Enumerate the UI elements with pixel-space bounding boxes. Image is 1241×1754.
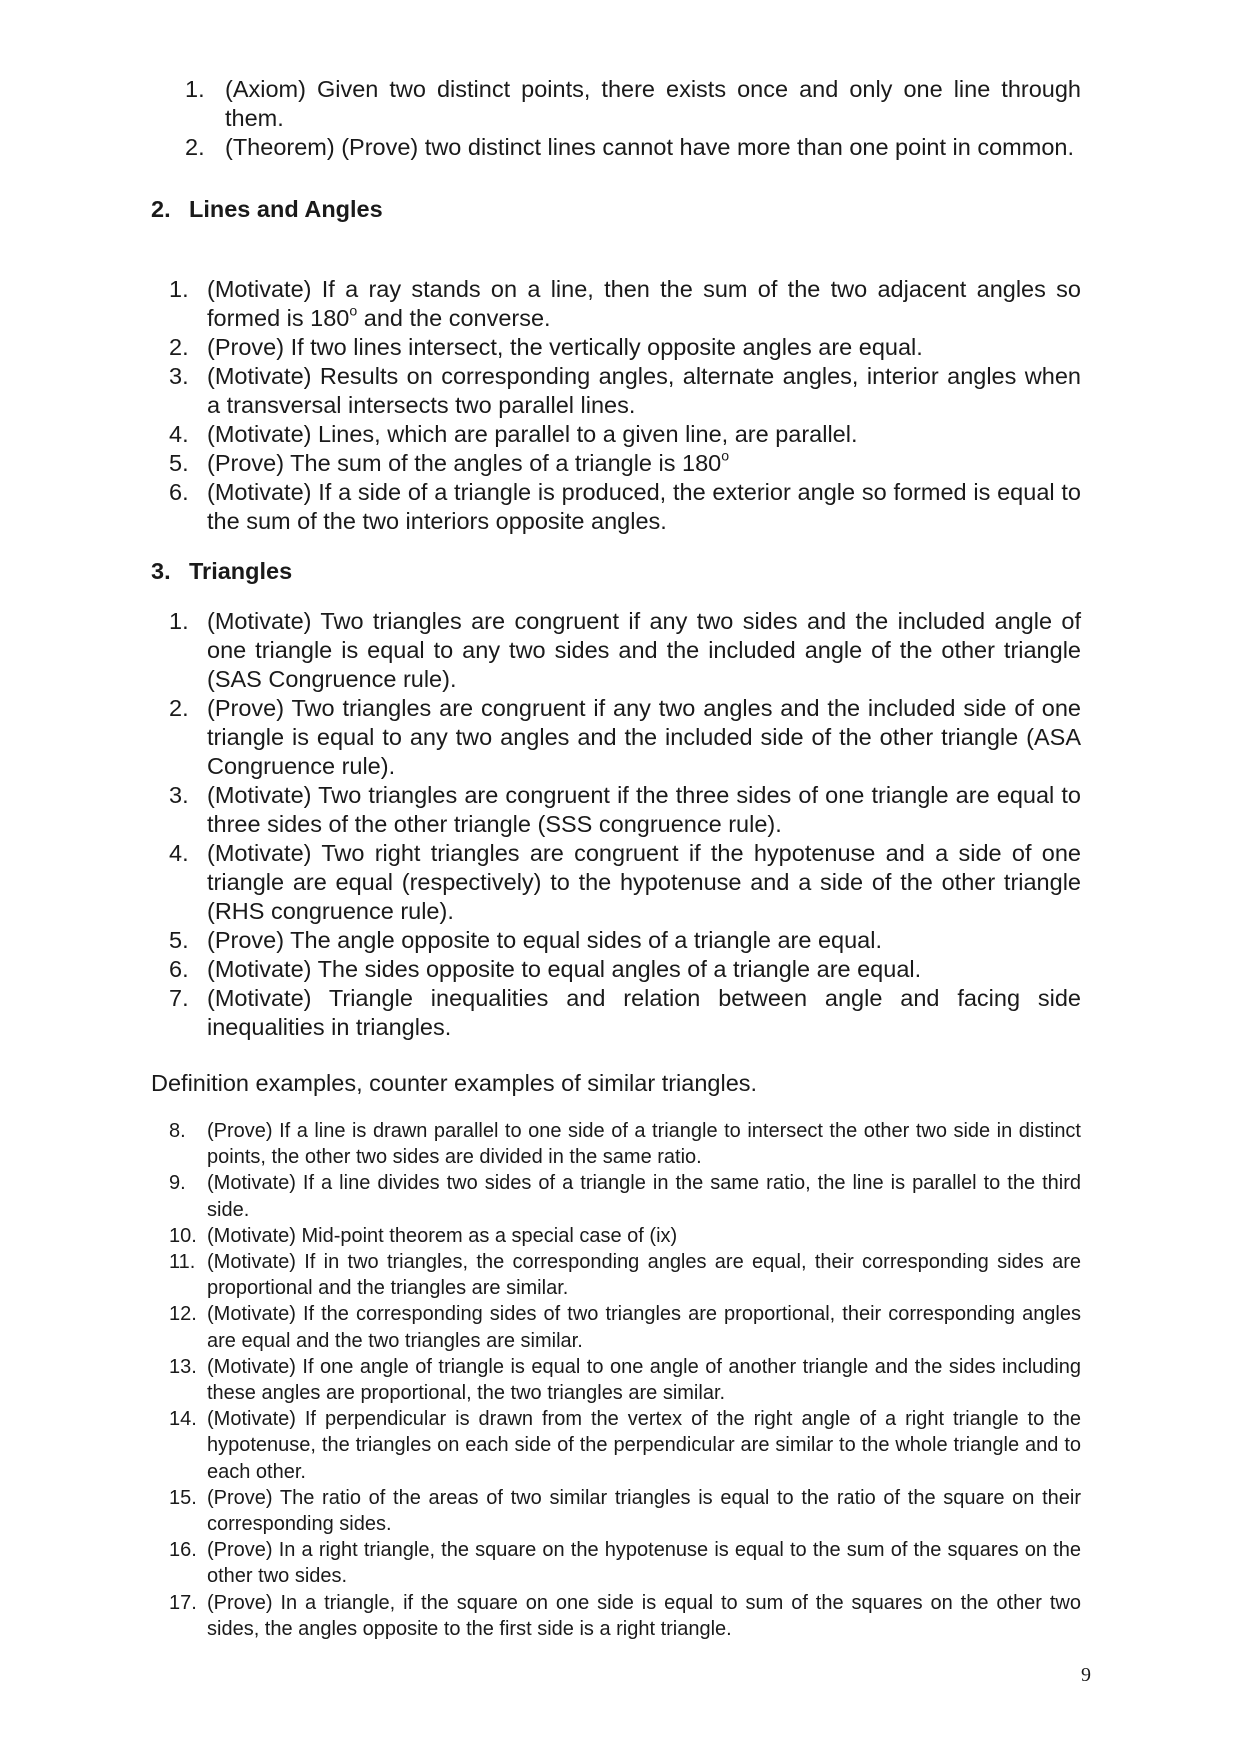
list-item — [0, 839, 1081, 926]
item-text: (Motivate) Two right triangles are congruent if the hypotenuse and a side of one triangle are equal (respectively) to the hypotenuse and a side of the other triangle (RHS congruence rule). — [207, 840, 1081, 924]
item-number: 6. — [169, 479, 189, 505]
item-text: (Motivate) If a ray stands on a line, then the sum of the two adjacent angles so formed is 180 — [207, 276, 1081, 331]
list-item — [0, 926, 1081, 955]
item-number: 9. — [169, 1172, 186, 1195]
item-number: 7. — [169, 985, 189, 1011]
list-item — [0, 133, 1081, 162]
item-text-after: and the converse. — [357, 305, 551, 331]
list-item — [0, 75, 1081, 133]
section-heading-triangles — [151, 557, 292, 586]
item-number: 10. — [169, 1224, 197, 1247]
list-item — [0, 694, 1081, 781]
item-text: (Motivate) If one angle of triangle is equal to one angle of another triangle and the sides including these angles are proportional, the two triangles are similar. — [207, 1355, 1081, 1405]
section-number: 3. — [151, 558, 171, 584]
item-text: (Motivate) Lines, which are parallel to a given line, are parallel. — [207, 421, 858, 447]
section-title: Triangles — [189, 558, 293, 584]
list-item — [0, 449, 1081, 478]
section-title: Lines and Angles — [189, 196, 383, 222]
item-text: (Motivate) If a line divides two sides of a triangle in the same ratio, the line is parallel to the third side. — [207, 1172, 1081, 1221]
item-text: (Prove) The ratio of the areas of two similar triangles is equal to the ratio of the square on their corresponding sides. — [207, 1486, 1081, 1536]
item-number: 3. — [169, 363, 189, 389]
list-item — [0, 1485, 1081, 1537]
item-text: (Motivate) If a side of a triangle is produced, the exterior angle so formed is equal to the sum of the two interiors opposite angles. — [207, 479, 1081, 534]
list-item — [0, 984, 1081, 1042]
section-number: 2. — [151, 196, 171, 222]
item-text: (Prove) If two lines intersect, the vertically opposite angles are equal. — [207, 334, 923, 360]
item-number: 8. — [169, 1120, 186, 1142]
item-text: (Motivate) If in two triangles, the corresponding angles are equal, their corresponding sides are proportional and the triangles are similar. — [207, 1251, 1081, 1300]
item-text: (Theorem) (Prove) two distinct lines cannot have more than one point in common. — [225, 134, 1075, 160]
list-item — [0, 1301, 1081, 1353]
item-number: 12. — [169, 1303, 197, 1326]
item-text: (Motivate) Two triangles are congruent if any two sides and the included angle of one triangle is equal to any two sides and the included angle of the other triangle (SAS Congruence rule). — [207, 608, 1081, 692]
item-number: 13. — [169, 1355, 197, 1378]
item-number: 2. — [185, 134, 205, 160]
list-item — [0, 1223, 1081, 1249]
item-number: 4. — [169, 840, 189, 866]
degree-superscript: o — [349, 302, 358, 319]
item-number: 11. — [169, 1251, 196, 1274]
lines-and-angles-list — [0, 275, 1241, 536]
list-item — [0, 1118, 1081, 1170]
item-text: (Motivate) If perpendicular is drawn from the vertex of the right angle of a right triangle to the hypotenuse, the triangles on each side of the perpendicular are similar to the whole triangle and to each other. — [207, 1408, 1081, 1483]
list-item — [0, 362, 1081, 420]
item-text: (Prove) In a triangle, if the square on one side is equal to sum of the squares on the other two sides, the angles opposite to the first side is a right triangle. — [207, 1591, 1081, 1640]
triangles-list — [0, 607, 1241, 1042]
item-text: (Prove) In a right triangle, the square on the hypotenuse is equal to the sum of the squares on the other two sides. — [207, 1539, 1081, 1588]
item-text: (Motivate) The sides opposite to equal angles of a triangle are equal. — [207, 956, 922, 982]
item-text: (Prove) If a line is drawn parallel to one side of a triangle to intersect the other two side in distinct points, the other two sides are divided in the same ratio. — [207, 1120, 1081, 1169]
item-number: 2. — [169, 334, 189, 360]
item-number: 14. — [169, 1408, 197, 1431]
list-item — [0, 1406, 1081, 1485]
item-text: (Motivate) If the corresponding sides of two triangles are proportional, their corresponding angles are equal and the two triangles are similar. — [207, 1303, 1081, 1352]
list-item — [0, 1590, 1081, 1642]
item-number: 1. — [169, 608, 189, 634]
list-item — [0, 1537, 1081, 1589]
list-item — [0, 478, 1081, 536]
similar-triangles-intro: Definition examples, counter examples of similar triangles. — [151, 1070, 758, 1096]
item-text: (Motivate) Two triangles are congruent if the three sides of one triangle are equal to three sides of the other triangle (SSS congruence rule). — [207, 782, 1081, 837]
item-number: 17. — [169, 1591, 197, 1614]
similar-triangles-list — [0, 1118, 1241, 1642]
item-text: (Prove) The angle opposite to equal sides of a triangle are equal. — [207, 927, 882, 953]
item-number: 1. — [185, 76, 205, 102]
list-item — [0, 420, 1081, 449]
item-text: (Axiom) Given two distinct points, there exists once and only one line through them. — [225, 76, 1081, 131]
list-item — [0, 781, 1081, 839]
list-item — [0, 333, 1081, 362]
axiom-list — [0, 75, 1241, 162]
item-text: (Motivate) Triangle inequalities and relation between angle and facing side inequalities in triangles. — [207, 985, 1081, 1040]
item-text: (Prove) Two triangles are congruent if any two angles and the included side of one triangle is equal to any two angles and the included side of the other triangle (ASA Congruence rule). — [207, 695, 1081, 779]
item-number: 6. — [169, 956, 189, 982]
item-number: 3. — [169, 782, 189, 808]
degree-superscript: o — [721, 447, 730, 464]
item-text: (Prove) The sum of the angles of a triangle is 180 — [207, 450, 722, 476]
page-number: 9 — [1081, 1664, 1091, 1686]
item-number: 15. — [169, 1486, 197, 1509]
list-item — [0, 955, 1081, 984]
item-number: 5. — [169, 450, 189, 476]
section-heading-lines-and-angles — [151, 195, 383, 224]
list-item — [0, 1170, 1081, 1222]
list-item — [0, 275, 1081, 333]
list-item — [0, 607, 1081, 694]
item-number: 2. — [169, 695, 189, 721]
item-number: 4. — [169, 421, 189, 447]
list-item — [0, 1249, 1081, 1301]
item-number: 5. — [169, 927, 189, 953]
item-number: 16. — [169, 1539, 197, 1562]
list-item — [0, 1354, 1081, 1406]
item-text: (Motivate) Results on corresponding angles, alternate angles, interior angles when a transversal intersects two parallel lines. — [207, 363, 1081, 418]
item-text: (Motivate) Mid-point theorem as a special case of (ix) — [207, 1224, 678, 1247]
item-number: 1. — [169, 276, 189, 302]
